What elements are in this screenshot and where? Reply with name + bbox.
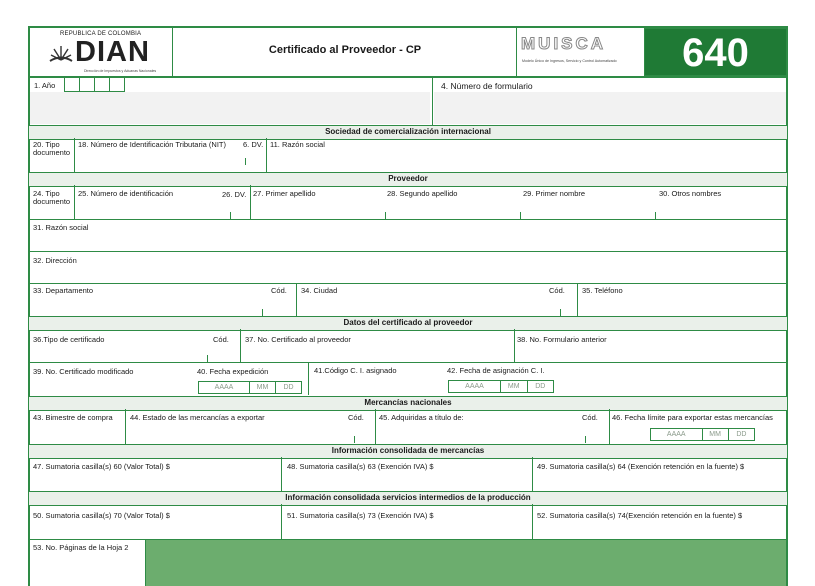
- divider: [532, 504, 533, 539]
- f49-label[interactable]: 49. Sumatoria casilla(s) 64 (Exención retención en la fuente) $: [537, 462, 745, 471]
- republic-label: REPUBLICA DE COLOMBIA: [60, 31, 142, 37]
- form-number: 640: [682, 31, 749, 75]
- f34-cod-label: Cód.: [549, 286, 565, 295]
- divider: [432, 78, 433, 126]
- section-proveedor: Proveedor: [29, 172, 787, 187]
- divider: [74, 138, 75, 172]
- year-field[interactable]: AAAA: [449, 381, 501, 392]
- f25-label[interactable]: 25. Número de identificación: [78, 189, 174, 198]
- tick: [354, 436, 355, 443]
- f46-date[interactable]: [650, 428, 755, 441]
- f47-label[interactable]: 47. Sumatoria casilla(s) 60 (Valor Total) $: [33, 462, 170, 471]
- f43-label[interactable]: 43. Bimestre de compra: [33, 413, 113, 422]
- f52-label[interactable]: 52. Sumatoria casilla(s) 74(Exención retención en la fuente) $: [537, 511, 743, 520]
- divider: [514, 329, 515, 362]
- f28-label[interactable]: 28. Segundo apellido: [387, 189, 458, 198]
- year-field[interactable]: AAAA: [651, 429, 703, 440]
- divider: [308, 362, 309, 395]
- divider: [296, 283, 297, 316]
- tick: [207, 355, 208, 362]
- section-sociedad: Sociedad de comercialización internacional: [29, 125, 787, 140]
- section-info-servicios: Información consolidada servicios intermedios de la producción: [29, 491, 787, 506]
- f45-cod-label: Cód.: [582, 413, 598, 422]
- tick: [520, 212, 521, 219]
- dian-logo-box: [30, 28, 173, 76]
- shaded-green-area: [146, 540, 786, 586]
- month-field[interactable]: MM: [250, 382, 276, 393]
- f35-label[interactable]: 35. Teléfono: [582, 286, 623, 295]
- divider: [609, 409, 610, 444]
- f41-label[interactable]: 41.Código C. I. asignado: [314, 366, 397, 375]
- f34-label[interactable]: 34. Ciudad: [301, 286, 338, 295]
- f33-cod-label: Cód.: [271, 286, 287, 295]
- tick: [245, 158, 246, 165]
- shaded-box-1: [30, 92, 430, 124]
- tick: [262, 309, 263, 316]
- month-field[interactable]: MM: [703, 429, 729, 440]
- muisca-logo: [518, 30, 643, 74]
- f6-label[interactable]: 6. DV.: [243, 140, 264, 149]
- divider: [125, 409, 126, 444]
- day-field[interactable]: DD: [736, 431, 747, 438]
- divider: [74, 185, 75, 219]
- section-mercancias: Mercancías nacionales: [29, 396, 787, 411]
- f50-label[interactable]: 50. Sumatoria casilla(s) 70 (Valor Total) $: [33, 511, 170, 520]
- tick: [655, 212, 656, 219]
- f44-label[interactable]: 44. Estado de las mercancías a exportar: [130, 413, 265, 422]
- f37-label[interactable]: 37. No. Certificado al proveedor: [245, 335, 351, 344]
- tick: [560, 309, 561, 316]
- tick: [585, 436, 586, 443]
- day-field[interactable]: DD: [283, 384, 294, 391]
- f24-label: 24. Tipo documento: [33, 189, 71, 206]
- f40-date[interactable]: [198, 381, 302, 394]
- row-line: [28, 251, 788, 252]
- divider: [250, 185, 251, 219]
- tick: [385, 212, 386, 219]
- sun-logo-icon: [48, 40, 74, 66]
- form-title: Certificado al Proveedor - CP: [268, 44, 422, 56]
- f42-date[interactable]: [448, 380, 554, 393]
- f36-label[interactable]: 36.Tipo de certificado: [33, 335, 105, 344]
- f18-label[interactable]: 18. Número de Identificación Tributaria (NIT): [78, 140, 226, 149]
- dian-wordmark: DIAN: [75, 36, 150, 68]
- f33-label[interactable]: 33. Departamento: [33, 286, 94, 295]
- shaded-box-2: [434, 92, 786, 124]
- f51-label[interactable]: 51. Sumatoria casilla(s) 73 (Exención IVA) $: [287, 511, 434, 520]
- divider: [281, 504, 282, 539]
- divider: [532, 457, 533, 491]
- f36-cod-label: Cód.: [213, 335, 229, 344]
- divider: [375, 409, 376, 444]
- header-bottom-line: [28, 76, 788, 78]
- f32-label[interactable]: 32. Dirección: [33, 256, 77, 265]
- f11-label[interactable]: 11. Razón social: [270, 140, 325, 149]
- row-line: [28, 283, 788, 284]
- f31-label[interactable]: 31. Razón social: [33, 223, 89, 232]
- f46-label: 46. Fecha límite para exportar estas mercancías: [612, 413, 773, 422]
- anio-boxes[interactable]: [64, 78, 125, 92]
- f40-label: 40. Fecha expedición: [197, 367, 269, 376]
- anio-label: 1. Año: [34, 81, 56, 90]
- day-field[interactable]: DD: [535, 383, 546, 390]
- divider: [240, 329, 241, 362]
- f42-label: 42. Fecha de asignación C. I.: [447, 366, 545, 375]
- muisca-wordmark: MUISCA: [521, 34, 607, 53]
- section-info-mercancias: Información consolidada de mercancías: [29, 444, 787, 459]
- f48-label[interactable]: 48. Sumatoria casilla(s) 63 (Exención IVA) $: [287, 462, 434, 471]
- row-line: [28, 219, 788, 220]
- dian-sublabel: Dirección de Impuestos y Aduanas Nacionales: [84, 69, 157, 73]
- f44-cod-label: Cód.: [348, 413, 364, 422]
- f27-label[interactable]: 27. Primer apellido: [253, 189, 316, 198]
- header-divider: [516, 28, 517, 76]
- f26-label[interactable]: 26. DV.: [222, 190, 247, 199]
- muisca-sublabel: Modelo Único de Ingresos, Servicio y Control Automatizado: [522, 59, 617, 63]
- divider: [266, 138, 267, 172]
- f30-label[interactable]: 30. Otros nombres: [659, 189, 722, 198]
- year-field[interactable]: AAAA: [199, 382, 250, 393]
- tick: [230, 212, 231, 219]
- f45-label[interactable]: 45. Adquiridas a título de:: [379, 413, 464, 422]
- numero-formulario-label: 4. Número de formulario: [441, 81, 533, 91]
- divider: [281, 457, 282, 491]
- f38-label[interactable]: 38. No. Formulario anterior: [517, 335, 607, 344]
- row-line: [28, 362, 788, 363]
- divider: [577, 283, 578, 316]
- f53-label[interactable]: 53. No. Páginas de la Hoja 2: [33, 543, 129, 552]
- form-number-box: [644, 28, 787, 76]
- section-datos-certificado: Datos del certificado al proveedor: [29, 316, 787, 331]
- f20-label: 20. Tipo documento: [33, 140, 71, 157]
- month-field[interactable]: MM: [501, 381, 528, 392]
- f39-label[interactable]: 39. No. Certificado modificado: [33, 367, 134, 376]
- f29-label[interactable]: 29. Primer nombre: [523, 189, 586, 198]
